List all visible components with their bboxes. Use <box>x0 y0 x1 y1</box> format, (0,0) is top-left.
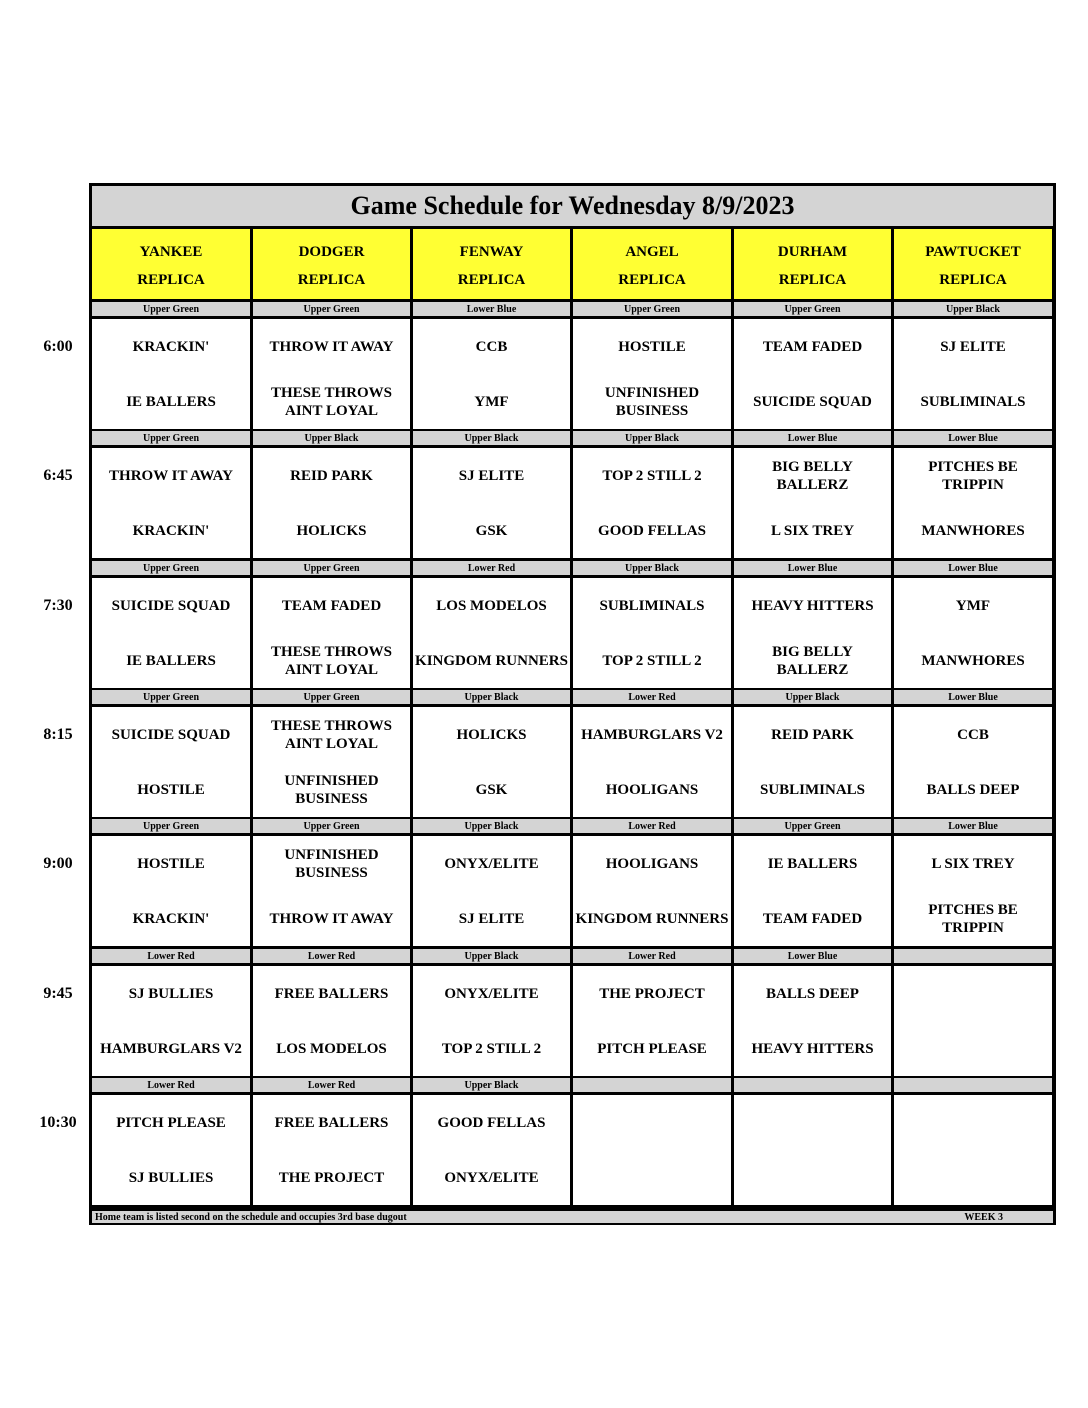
game-cell <box>92 966 250 1076</box>
game-cell <box>92 448 250 558</box>
away-team: HOSTILE <box>618 338 686 355</box>
away-team: HEAVY HITTERS <box>751 597 874 614</box>
location-label <box>573 1078 731 1092</box>
game-cell <box>253 707 410 817</box>
home-team: UNFINISHED BUSINESS <box>604 384 700 419</box>
game-cell <box>253 578 410 688</box>
home-team: THE PROJECT <box>278 1169 385 1186</box>
away-team: HOSTILE <box>137 855 205 872</box>
game-cell <box>573 1095 731 1205</box>
away-team: TEAM FADED <box>762 338 863 355</box>
field-header <box>573 229 731 299</box>
footer-note: Home team is listed second on the schedule and occupies 3rd base dugout <box>95 1211 407 1223</box>
week-label: WEEK 3 <box>964 1211 1003 1223</box>
time-label: 9:00 <box>43 855 73 872</box>
away-team: IE BALLERS <box>767 855 858 872</box>
game-cell <box>573 707 731 817</box>
home-team: SUBLIMINALS <box>759 781 866 798</box>
location-label: Lower Red <box>92 949 250 963</box>
home-team: SUBLIMINALS <box>920 393 1026 410</box>
field-name: DURHAM <box>777 244 848 260</box>
home-team: GSK <box>475 781 508 798</box>
game-cell <box>734 836 891 946</box>
away-team: GOOD FELLAS <box>437 1114 546 1131</box>
game-cell <box>413 1095 570 1205</box>
away-team: SUICIDE SQUAD <box>111 726 231 743</box>
away-team: BIG BELLY BALLERZ <box>772 458 853 493</box>
game-cell <box>92 319 250 429</box>
schedule-table <box>89 183 1056 1225</box>
location-label: Upper Green <box>92 302 250 316</box>
home-team: KINGDOM RUNNERS <box>575 910 729 927</box>
away-team <box>894 1095 1052 1150</box>
game-cell <box>894 578 1052 688</box>
home-team <box>734 1150 891 1205</box>
home-team <box>573 1150 731 1205</box>
field-header <box>253 229 410 299</box>
away-team <box>894 966 1052 1021</box>
game-cell <box>734 448 891 558</box>
field-header <box>413 229 570 299</box>
home-team: KRACKIN' <box>132 910 210 927</box>
home-team: BIG BELLY BALLERZ <box>772 643 853 678</box>
home-team: IE BALLERS <box>126 393 216 410</box>
away-team: L SIX TREY <box>931 855 1015 872</box>
game-cell <box>253 836 410 946</box>
away-team: TOP 2 STILL 2 <box>602 467 702 484</box>
game-cell <box>92 1095 250 1205</box>
field-subtitle: REPLICA <box>457 272 526 288</box>
away-team: KRACKIN' <box>132 338 210 355</box>
time-label: 7:30 <box>43 597 73 614</box>
away-team: PITCHES BE TRIPPIN <box>928 458 1018 493</box>
field-name: DODGER <box>298 244 365 260</box>
away-team: UNFINISHED BUSINESS <box>284 846 379 881</box>
game-cell <box>413 319 570 429</box>
game-cell <box>413 578 570 688</box>
away-team: REID PARK <box>290 467 373 484</box>
away-team <box>734 1095 891 1150</box>
field-header <box>894 229 1052 299</box>
game-cell <box>734 1095 891 1205</box>
location-label: Upper Green <box>253 690 410 704</box>
game-cell <box>894 319 1052 429</box>
away-team: THE PROJECT <box>599 985 705 1002</box>
game-cell <box>573 966 731 1076</box>
location-label: Upper Green <box>92 561 250 575</box>
location-label: Lower Red <box>92 1078 250 1092</box>
game-cell <box>92 836 250 946</box>
location-label: Upper Green <box>573 302 731 316</box>
game-cell <box>413 707 570 817</box>
location-label: Lower Red <box>413 561 570 575</box>
home-team: THESE THROWS AINT LOYAL <box>270 643 393 678</box>
field-subtitle: REPLICA <box>778 272 847 288</box>
field-header <box>92 229 250 299</box>
footer-bar <box>92 1211 1053 1223</box>
game-cell <box>894 836 1052 946</box>
home-team: MANWHORES <box>921 652 1025 669</box>
location-label: Lower Blue <box>894 819 1052 833</box>
away-team: HOOLIGANS <box>605 855 699 872</box>
location-label: Upper Black <box>253 431 410 445</box>
away-team: THROW IT AWAY <box>269 338 394 355</box>
home-team: SJ BULLIES <box>128 1169 214 1186</box>
home-team: LOS MODELOS <box>276 1040 387 1057</box>
away-team: REID PARK <box>771 726 854 743</box>
location-label: Lower Blue <box>894 690 1052 704</box>
page-title: Game Schedule for Wednesday 8/9/2023 <box>92 186 1053 226</box>
game-cell <box>253 319 410 429</box>
location-label: Upper Green <box>92 431 250 445</box>
away-team: LOS MODELOS <box>436 597 547 614</box>
home-team <box>894 1021 1052 1076</box>
location-label: Upper Black <box>413 1078 570 1092</box>
location-label: Lower Blue <box>734 431 891 445</box>
game-cell <box>894 1095 1052 1205</box>
time-label: 8:15 <box>43 726 73 743</box>
away-team: THESE THROWS AINT LOYAL <box>270 717 393 752</box>
away-team: SJ ELITE <box>458 467 525 484</box>
field-subtitle: REPLICA <box>137 272 205 288</box>
game-cell <box>734 707 891 817</box>
away-team <box>573 1095 731 1150</box>
location-label: Lower Blue <box>894 561 1052 575</box>
location-label: Lower Red <box>253 1078 410 1092</box>
home-team: PITCHES BE TRIPPIN <box>928 901 1018 936</box>
field-name: FENWAY <box>459 244 524 260</box>
game-cell <box>573 319 731 429</box>
field-name: PAWTUCKET <box>925 244 1021 260</box>
game-cell <box>734 319 891 429</box>
location-label: Upper Black <box>894 302 1052 316</box>
game-cell <box>573 836 731 946</box>
location-label: Upper Green <box>734 302 891 316</box>
away-team: SJ BULLIES <box>128 985 214 1002</box>
home-team: HEAVY HITTERS <box>751 1040 874 1057</box>
location-label <box>894 949 1052 963</box>
game-cell <box>92 578 250 688</box>
away-team: PITCH PLEASE <box>116 1114 226 1131</box>
game-cell <box>894 707 1052 817</box>
game-cell <box>894 448 1052 558</box>
away-team: SUBLIMINALS <box>599 597 705 614</box>
location-label: Upper Black <box>573 431 731 445</box>
field-subtitle: REPLICA <box>297 272 366 288</box>
game-cell <box>253 1095 410 1205</box>
home-team: YMF <box>474 393 509 410</box>
home-team: HOSTILE <box>137 781 205 798</box>
home-team: HAMBURGLARS V2 <box>100 1040 242 1057</box>
location-label: Upper Green <box>253 819 410 833</box>
location-label <box>734 1078 891 1092</box>
home-team: ONYX/ELITE <box>444 1169 539 1186</box>
away-team: TEAM FADED <box>281 597 382 614</box>
away-team: ONYX/ELITE <box>444 855 539 872</box>
game-cell <box>573 578 731 688</box>
home-team: TOP 2 STILL 2 <box>441 1040 542 1057</box>
away-team: THROW IT AWAY <box>109 467 233 484</box>
field-subtitle: REPLICA <box>618 272 686 288</box>
field-name: YANKEE <box>139 244 203 260</box>
location-label: Lower Red <box>573 690 731 704</box>
location-label: Lower Red <box>573 949 731 963</box>
field-subtitle: REPLICA <box>939 272 1007 288</box>
location-label: Lower Red <box>573 819 731 833</box>
away-team: CCB <box>475 338 508 355</box>
away-team: SJ ELITE <box>940 338 1006 355</box>
home-team: KINGDOM RUNNERS <box>415 652 568 669</box>
location-label: Lower Blue <box>413 302 570 316</box>
home-team: L SIX TREY <box>770 522 855 539</box>
home-team: PITCH PLEASE <box>597 1040 707 1057</box>
away-team: SUICIDE SQUAD <box>111 597 231 614</box>
game-cell <box>413 448 570 558</box>
game-cell <box>92 707 250 817</box>
location-label: Upper Green <box>253 302 410 316</box>
home-team: UNFINISHED BUSINESS <box>284 772 379 807</box>
away-team: CCB <box>957 726 989 743</box>
location-label: Upper Black <box>573 561 731 575</box>
away-team: HAMBURGLARS V2 <box>581 726 723 743</box>
game-cell <box>894 966 1052 1076</box>
location-label: Upper Green <box>253 561 410 575</box>
location-label <box>894 1078 1052 1092</box>
game-cell <box>253 966 410 1076</box>
home-team: SUICIDE SQUAD <box>753 393 872 410</box>
game-cell <box>253 448 410 558</box>
time-label: 9:45 <box>43 985 73 1002</box>
home-team: THESE THROWS AINT LOYAL <box>270 384 393 419</box>
home-team: HOLICKS <box>296 522 367 539</box>
location-label: Lower Blue <box>894 431 1052 445</box>
location-label: Lower Blue <box>734 949 891 963</box>
game-cell <box>573 448 731 558</box>
home-team: BALLS DEEP <box>926 781 1020 798</box>
time-label: 6:00 <box>43 338 73 355</box>
location-label: Lower Red <box>253 949 410 963</box>
home-team: THROW IT AWAY <box>269 910 394 927</box>
away-team: HOLICKS <box>456 726 527 743</box>
field-name: ANGEL <box>625 244 679 260</box>
home-team: MANWHORES <box>921 522 1025 539</box>
home-team: KRACKIN' <box>132 522 210 539</box>
location-label: Upper Black <box>734 690 891 704</box>
away-team: YMF <box>955 597 991 614</box>
home-team: TEAM FADED <box>762 910 863 927</box>
time-label: 6:45 <box>43 467 73 484</box>
away-team: FREE BALLERS <box>274 1114 389 1131</box>
away-team: ONYX/ELITE <box>444 985 539 1002</box>
game-cell <box>734 966 891 1076</box>
location-label: Upper Black <box>413 690 570 704</box>
game-cell <box>734 578 891 688</box>
game-cell <box>413 966 570 1076</box>
home-team: IE BALLERS <box>126 652 216 669</box>
away-team: FREE BALLERS <box>274 985 389 1002</box>
field-header <box>734 229 891 299</box>
game-cell <box>413 836 570 946</box>
location-label: Upper Black <box>413 949 570 963</box>
location-label: Lower Blue <box>734 561 891 575</box>
home-team: SJ ELITE <box>458 910 525 927</box>
location-label: Upper Green <box>92 819 250 833</box>
home-team: GOOD FELLAS <box>598 522 706 539</box>
home-team: HOOLIGANS <box>605 781 699 798</box>
home-team: TOP 2 STILL 2 <box>602 652 702 669</box>
away-team: BALLS DEEP <box>766 985 859 1002</box>
time-label: 10:30 <box>39 1114 77 1131</box>
location-label: Upper Black <box>413 431 570 445</box>
location-label: Upper Black <box>413 819 570 833</box>
location-label: Upper Green <box>92 690 250 704</box>
location-label: Upper Green <box>734 819 891 833</box>
home-team: GSK <box>475 522 508 539</box>
home-team <box>894 1150 1052 1205</box>
